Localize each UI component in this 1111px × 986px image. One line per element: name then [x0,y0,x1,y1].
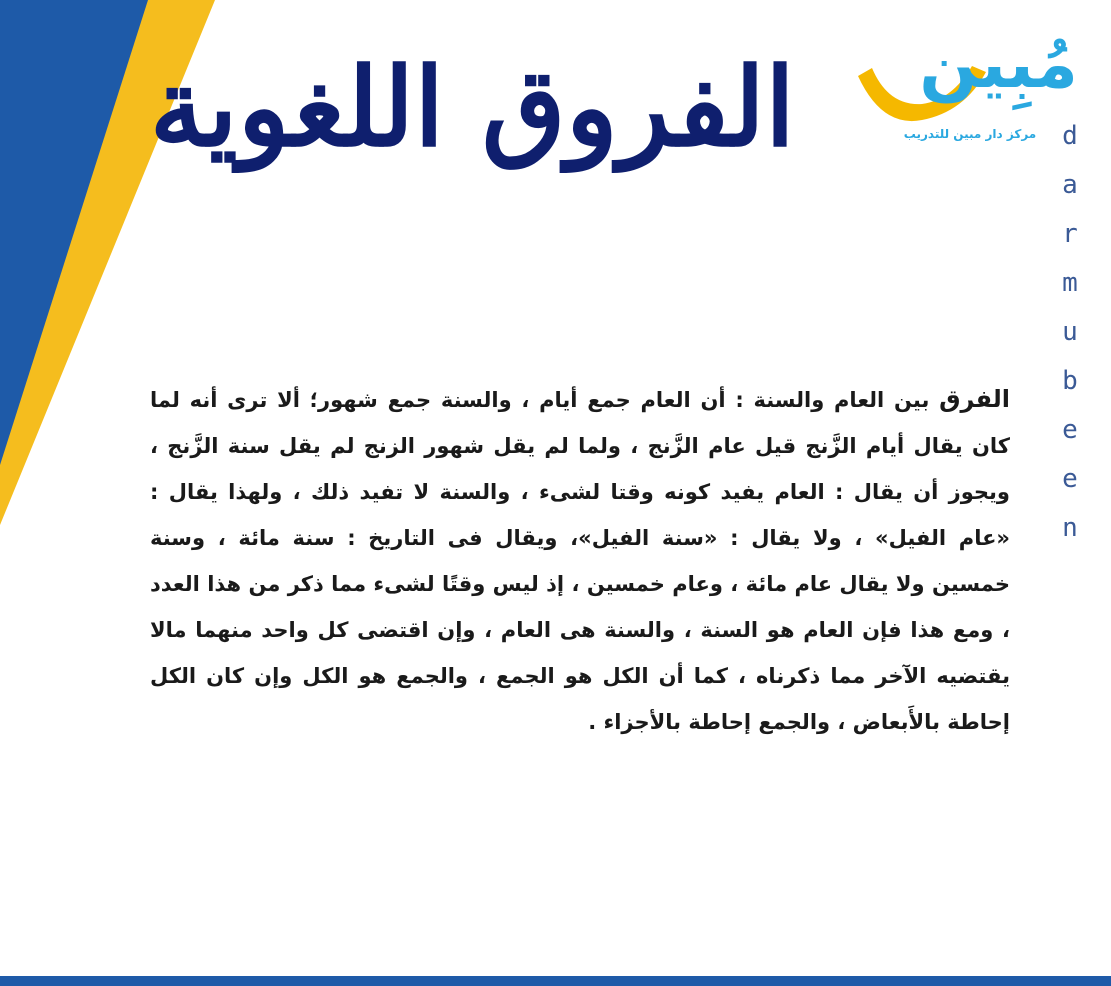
paragraph-lead-word: الفرق [939,385,1010,413]
mubeen-logo [852,14,1092,146]
calligraphic-title: الفروق اللغوية [149,45,795,171]
logo-wordmark: مُبِين [919,25,1078,104]
article-paragraph [150,376,1010,745]
bottom-bar [0,976,1111,986]
watermark-letter: a [1062,170,1078,200]
watermark-letter: m [1062,268,1078,298]
watermark-letter: d [1062,121,1078,151]
vertical-watermark [1058,112,1082,553]
watermark-letter: r [1062,219,1078,249]
watermark-letter: u [1062,317,1078,347]
paragraph-text: بين العام والسنة : أن العام جمع أيام ، والسنة جمع شهور؛ ألا ترى أنه لما كان يقال أيام الزَّنج قيل عام الزَّنج ، ولما لم يقل شهور الزنج لم يقل سنة الزَّنج ، ويجوز أن يقال : العام يفيد كونه وقتا لشىء ، والسنة لا تفيد ذلك ، ولهذا يقال : «عام الفيل» ، ولا يقال : «سنة الفيل»، ويقال فى التاريخ : سنة مائة ، وسنة خمسين ولا يقال عام مائة ، وعام خمسين ، إذ ليس وقتًا لشىء مما ذكر من هذا العدد ، ومع هذا فإن العام هو السنة ، والسنة هى العام ، وإن اقتضى كل واحد منهما مالا يقتضيه الآخر مما ذكرناه ، كما أن الكل هو الجمع ، والجمع هو الكل وإن كان الكل إحاطة بالأَبعاض ، والجمع إحاطة بالأجزاء . [150,388,1010,734]
watermark-letter: e [1062,464,1078,494]
watermark-letter: e [1062,415,1078,445]
logo-tagline: مركز دار مبين للتدريب [858,122,1082,146]
watermark-letter: n [1062,513,1078,543]
watermark-letter: b [1062,366,1078,396]
